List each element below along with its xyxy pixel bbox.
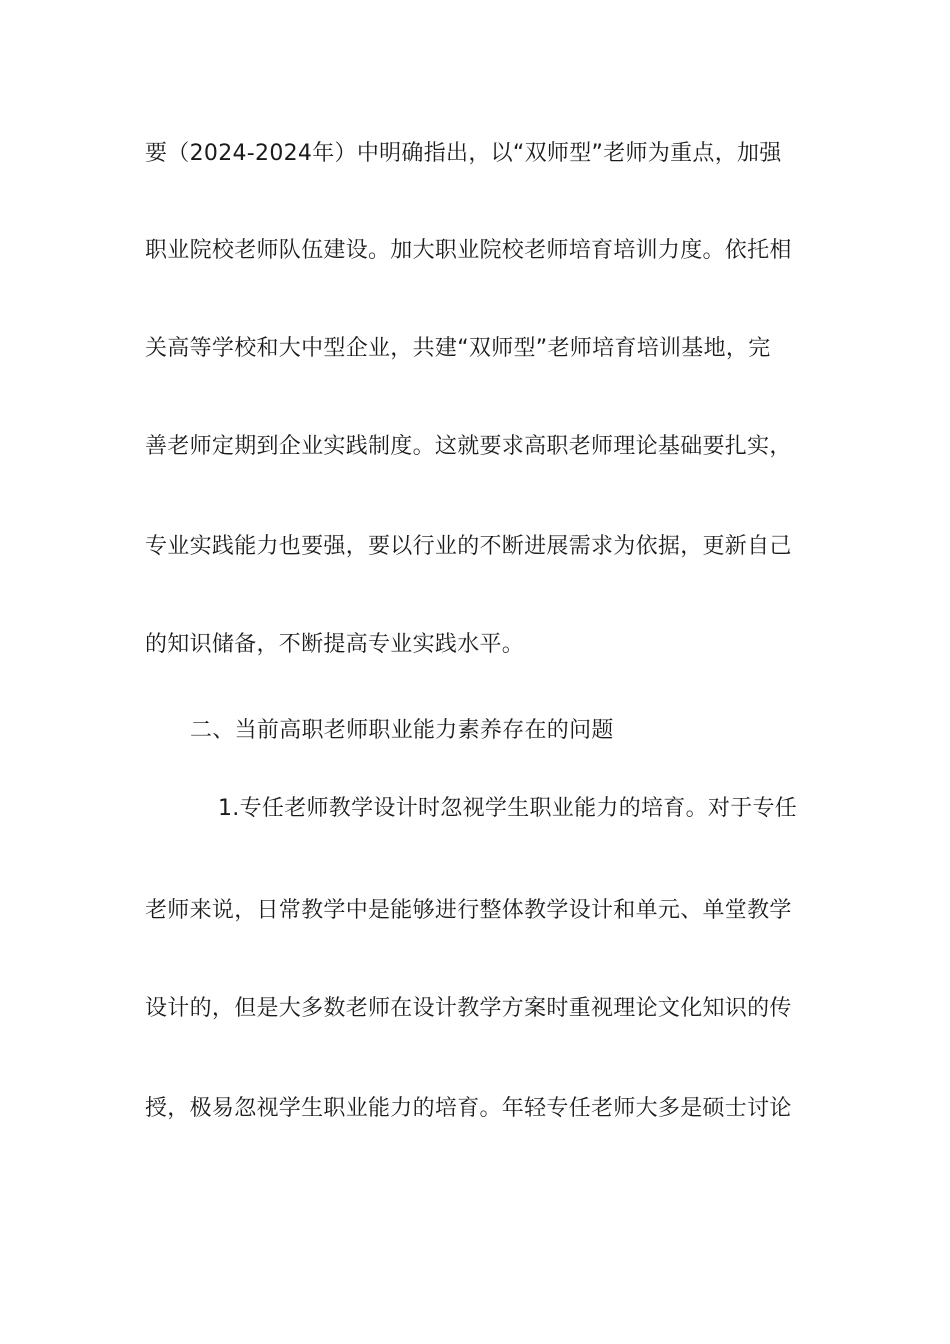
paragraph-2-line-2: 老师来说，日常教学中是能够进行整体教学设计和单元、单堂教学: [145, 898, 792, 923]
paragraph-2-line-3: 设计的，但是大多数老师在设计教学方案时重视理论文化知识的传: [145, 996, 792, 1021]
paragraph-2-line-4: 授，极易忽视学生职业能力的培育。年轻专任老师大多是硕士讨论: [145, 1096, 792, 1121]
paragraph-1-line-6: 的知识储备，不断提高专业实践水平。: [145, 632, 525, 657]
paragraph-1-line-2: 职业院校老师队伍建设。加大职业院校老师培育培训力度。依托相: [145, 238, 792, 263]
paragraph-1-line-4: 善老师定期到企业实践制度。这就要求高职老师理论基础要扎实，: [145, 434, 792, 459]
paragraph-1-line-3: 关高等学校和大中型企业，共建“双师型”老师培育培训基地，完: [145, 336, 771, 361]
section-heading: 二、当前高职老师职业能力素养存在的问题: [190, 718, 614, 743]
paragraph-2-line-1: 1.专任老师教学设计时忽视学生职业能力的培育。对于专任: [218, 796, 798, 821]
paragraph-1-line-1: 要（2024-2024年）中明确指出，以“双师型”老师为重点，加强: [145, 141, 782, 166]
paragraph-1-line-5: 专业实践能力也要强，要以行业的不断进展需求为依据，更新自己: [145, 534, 792, 559]
